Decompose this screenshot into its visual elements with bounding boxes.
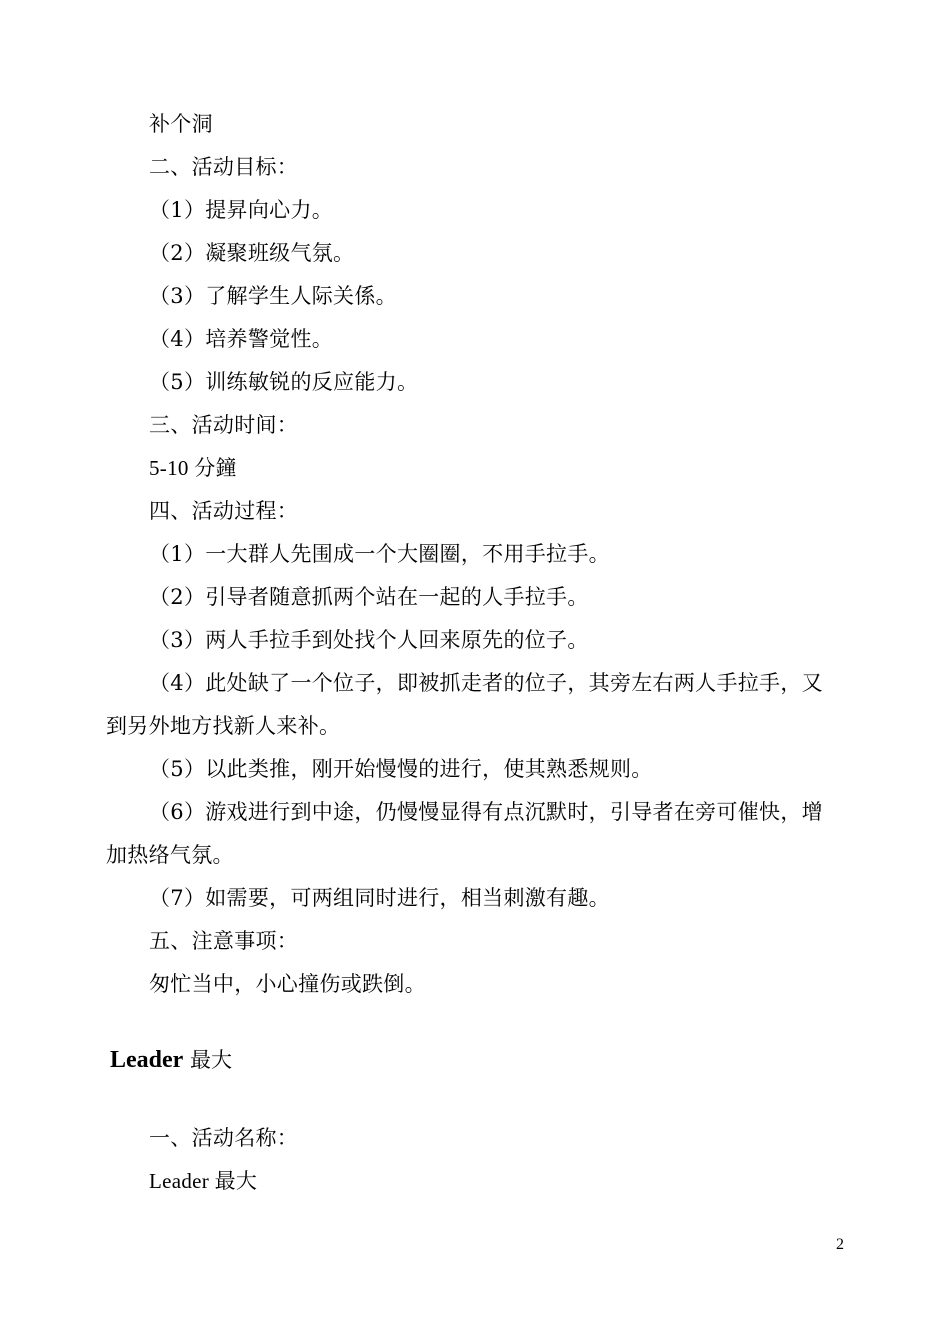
list-item: （4）培养警觉性。	[149, 327, 334, 351]
text-line: 匆忙当中，小心撞伤或跌倒。	[149, 972, 426, 996]
list-item: （1）提昇向心力。	[149, 198, 334, 222]
list-item: （5）训练敏锐的反应能力。	[149, 370, 419, 394]
list-item: （1）一大群人先围成一个大圈圈，不用手拉手。	[149, 542, 610, 566]
text-line: 补个洞	[149, 112, 213, 136]
section-title: 一、活动名称：	[149, 1126, 299, 1150]
heading-rest-text: 最大	[183, 1048, 232, 1072]
list-item: （4）此处缺了一个位子，即被抓走者的位子，其旁左右两人手拉手，又	[149, 671, 823, 695]
text-line: Leader 最大	[149, 1169, 258, 1193]
heading-bold-text: Leader	[110, 1047, 184, 1073]
list-item-continuation: 到另外地方找新人来补。	[106, 714, 341, 738]
list-item-continuation: 加热络气氛。	[106, 843, 234, 867]
page-number: 2	[836, 1236, 844, 1253]
section-title: 五、注意事项：	[149, 929, 299, 953]
list-item: （3）两人手拉手到处找个人回来原先的位子。	[149, 628, 589, 652]
list-item: （2）引导者随意抓两个站在一起的人手拉手。	[149, 585, 589, 609]
list-item: （6）游戏进行到中途，仍慢慢显得有点沉默时，引导者在旁可催快，增	[149, 800, 823, 824]
section-title: 三、活动时间：	[149, 413, 299, 437]
section-title: 四、活动过程：	[149, 499, 299, 523]
activity-heading	[110, 1045, 232, 1074]
section-title: 二、活动目标：	[149, 155, 299, 179]
list-item: （2）凝聚班级气氛。	[149, 241, 355, 265]
list-item: （7）如需要，可两组同时进行，相当刺激有趣。	[149, 886, 610, 910]
text-line: 5-10 分鐘	[149, 456, 237, 480]
list-item: （3）了解学生人际关係。	[149, 284, 397, 308]
list-item: （5）以此类推，刚开始慢慢的进行，使其熟悉规则。	[149, 757, 653, 781]
